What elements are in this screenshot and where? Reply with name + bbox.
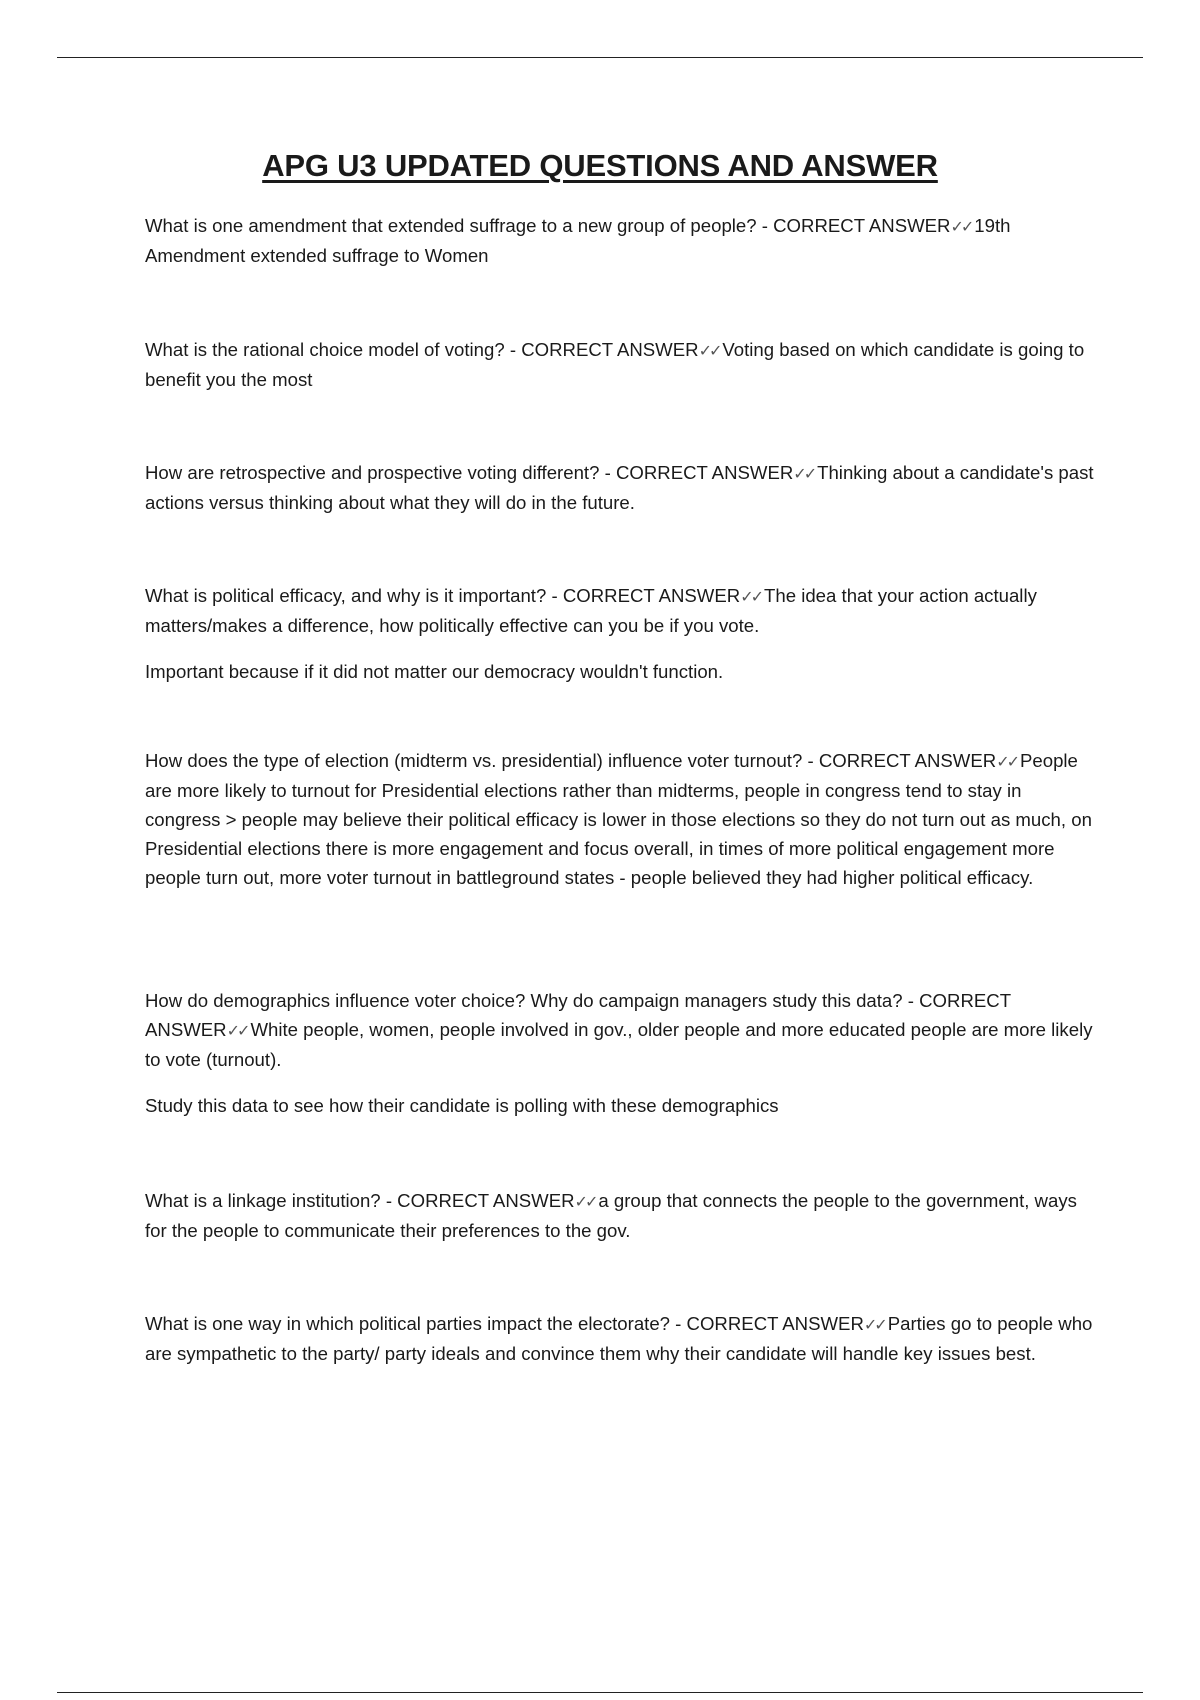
- top-rule: [57, 57, 1143, 58]
- double-check-icon: ✓✓: [698, 341, 720, 360]
- double-check-icon: ✓✓: [740, 587, 761, 606]
- qa-item-2: [145, 335, 1095, 394]
- correct-answer-marker: - CORRECT ANSWER: [670, 1313, 864, 1334]
- answer-text: The idea that your action actually matters/makes a difference, how politically effective can you be if you vote.: [145, 585, 1037, 636]
- correct-answer-marker: - CORRECT ANSWER: [599, 462, 794, 483]
- correct-answer-marker: - CORRECT ANSWER: [380, 1190, 575, 1211]
- document-title: APG U3 UPDATED QUESTIONS AND ANSWER: [262, 148, 938, 183]
- double-check-icon: ✓✓: [950, 217, 972, 236]
- answer-extra-text: Study this data to see how their candidate is polling with these demographics: [145, 1095, 779, 1116]
- question-text: What is one amendment that extended suffrage to a new group of people?: [145, 215, 757, 236]
- qa-item-8: [145, 1309, 1095, 1368]
- answer-text: a group that connects the people to the government, ways for the people to communicate their preferences to the gov.: [145, 1190, 1077, 1241]
- question-text: What is one way in which political parties impact the electorate?: [145, 1313, 671, 1334]
- qa-text: [145, 581, 1095, 640]
- double-check-icon: ✓✓: [863, 1315, 885, 1334]
- answer-extra-text: Important because if it did not matter our democracy wouldn't function.: [145, 661, 724, 682]
- question-text: How do demographics influence voter choice? Why do campaign managers study this data?: [145, 990, 903, 1011]
- double-check-icon: ✓✓: [996, 752, 1017, 771]
- correct-answer-marker: - CORRECT ANSWER: [756, 215, 951, 236]
- question-text: How does the type of election (midterm vs. presidential) influence voter turnout?: [145, 750, 803, 771]
- double-check-icon: ✓✓: [226, 1021, 248, 1040]
- qa-text: [145, 458, 1095, 517]
- answer-text: Thinking about a candidate's past actions versus thinking about what they will do in the future.: [145, 462, 1094, 513]
- double-check-icon: ✓✓: [574, 1192, 596, 1211]
- qa-text: [145, 211, 1095, 270]
- question-text: What is a linkage institution?: [145, 1190, 381, 1211]
- qa-text: [145, 1186, 1095, 1245]
- qa-text: [145, 335, 1095, 394]
- qa-text: [145, 986, 1095, 1074]
- question-text: What is political efficacy, and why is it important?: [145, 585, 547, 606]
- correct-answer-marker: - CORRECT ANSWER: [145, 990, 1011, 1040]
- correct-answer-marker: - CORRECT ANSWER: [546, 585, 741, 606]
- bottom-rule: [57, 1692, 1143, 1693]
- qa-item-7: [145, 1186, 1095, 1245]
- qa-item-4: [145, 581, 1095, 686]
- correct-answer-marker: - CORRECT ANSWER: [802, 750, 997, 771]
- qa-item-5: [145, 746, 1095, 892]
- answer-text: People are more likely to turnout for Presidential elections rather than midterms, people in congress tend to stay in congress > people may believe their political efficacy is lower in those elections so they do not turn out as much, on Presidential elections there is more engagement and focus overall, in times of more political engagement more people turn out, more voter turnout in battleground states - people believed they had higher political efficacy.: [145, 750, 1092, 888]
- qa-text: [145, 746, 1095, 892]
- answer-text: White people, women, people involved in gov., older people and more educated people are more likely to vote (turnout).: [145, 1019, 1093, 1070]
- answer-text: 19th Amendment extended suffrage to Women: [145, 215, 1011, 266]
- correct-answer-marker: - CORRECT ANSWER: [504, 339, 699, 360]
- qa-item-3: [145, 458, 1095, 517]
- qa-text: [145, 1309, 1095, 1368]
- qa-item-6: [145, 986, 1095, 1120]
- answer-text: Voting based on which candidate is going to benefit you the most: [145, 339, 1085, 390]
- double-check-icon: ✓✓: [793, 464, 815, 483]
- answer-text: Parties go to people who are sympathetic to the party/ party ideals and convince them why their candidate will handle key issues best.: [145, 1313, 1093, 1364]
- question-text: What is the rational choice model of voting?: [145, 339, 505, 360]
- question-text: How are retrospective and prospective voting different?: [145, 462, 600, 483]
- qa-item-1: [145, 211, 1095, 270]
